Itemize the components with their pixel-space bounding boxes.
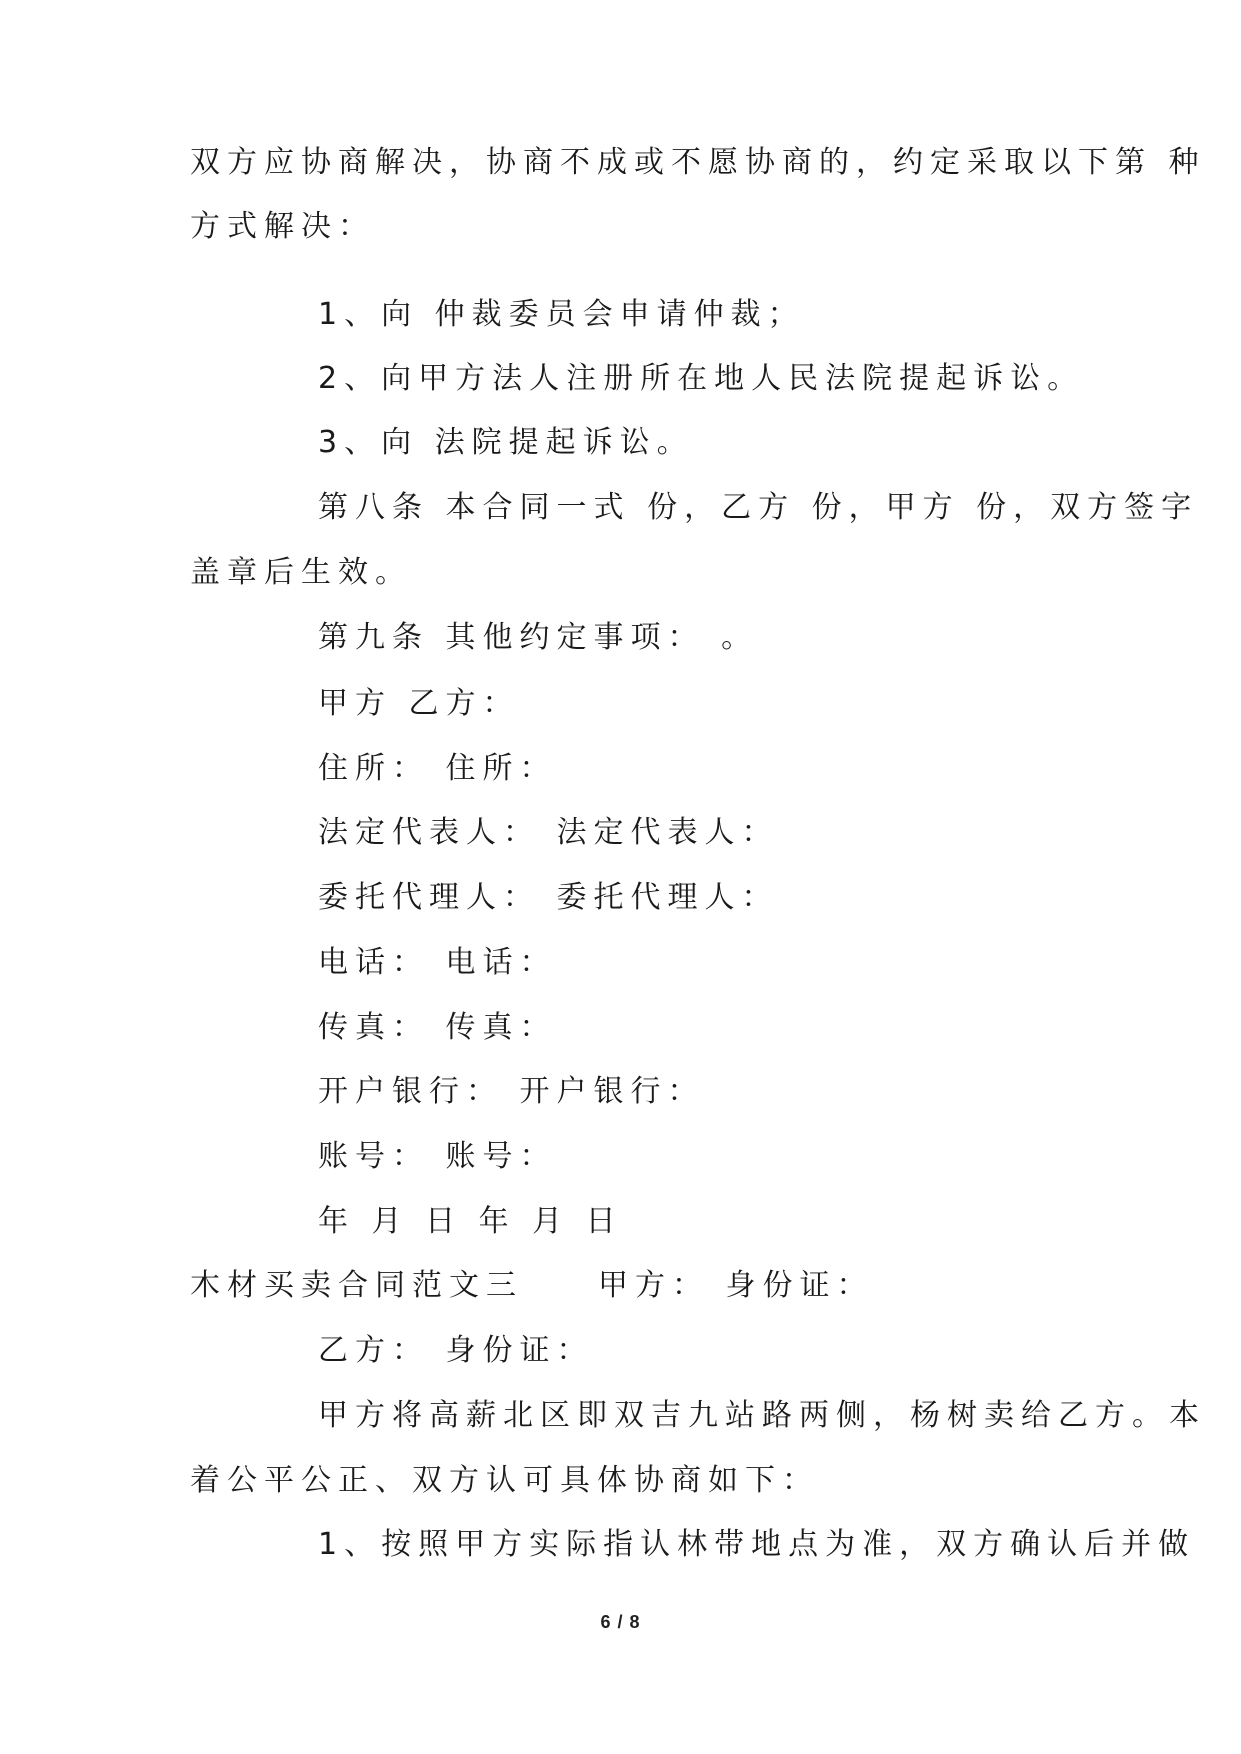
option-arbitration: 1、向 仲裁委员会申请仲裁； [318,297,805,332]
signature-phone: 电话： 电话： [318,945,557,980]
signature-legal-rep: 法定代表人： 法定代表人： [318,815,779,850]
article-eight-line-2: 盖章后生效。 [190,555,412,590]
signature-account: 账号： 账号： [318,1139,557,1174]
article-eight-line-1: 第八条 本合同一式 份，乙方 份，甲方 份，双方签字 [318,490,1199,525]
contract-three-title: 木材买卖合同范文三 [190,1268,523,1303]
dispute-resolution-line-2: 方式解决： [190,209,375,244]
signature-fax: 传真： 传真： [318,1010,557,1045]
option-court-other: 3、向 法院提起诉讼。 [318,425,694,460]
article-nine: 第九条 其他约定事项： 。 [318,620,759,655]
contract-three-clause-1: 1、按照甲方实际指认林带地点为准，双方确认后并做 [318,1527,1196,1562]
option-court-party-a: 2、向甲方法人注册所在地人民法院提起诉讼。 [318,361,1085,396]
signature-address: 住所： 住所： [318,751,557,786]
contract-three-intro-line-2: 着公平公正、双方认可具体协商如下： [190,1463,819,1498]
signature-agent: 委托代理人： 委托代理人： [318,880,779,915]
contract-three-party-a: 甲方： 身份证： [598,1268,874,1303]
contract-three-party-b: 乙方： 身份证： [318,1333,594,1368]
page-number: 6 / 8 [600,1612,641,1632]
dispute-resolution-line-1: 双方应协商解决，协商不成或不愿协商的，约定采取以下第 种 [190,145,1206,180]
signature-bank: 开户银行： 开户银行： [318,1074,705,1109]
contract-three-intro-line-1: 甲方将高薪北区即双吉九站路两侧，杨树卖给乙方。本 [318,1398,1206,1433]
signature-date: 年 月 日 年 月 日 [318,1204,623,1239]
signature-parties: 甲方 乙方： [318,686,520,721]
